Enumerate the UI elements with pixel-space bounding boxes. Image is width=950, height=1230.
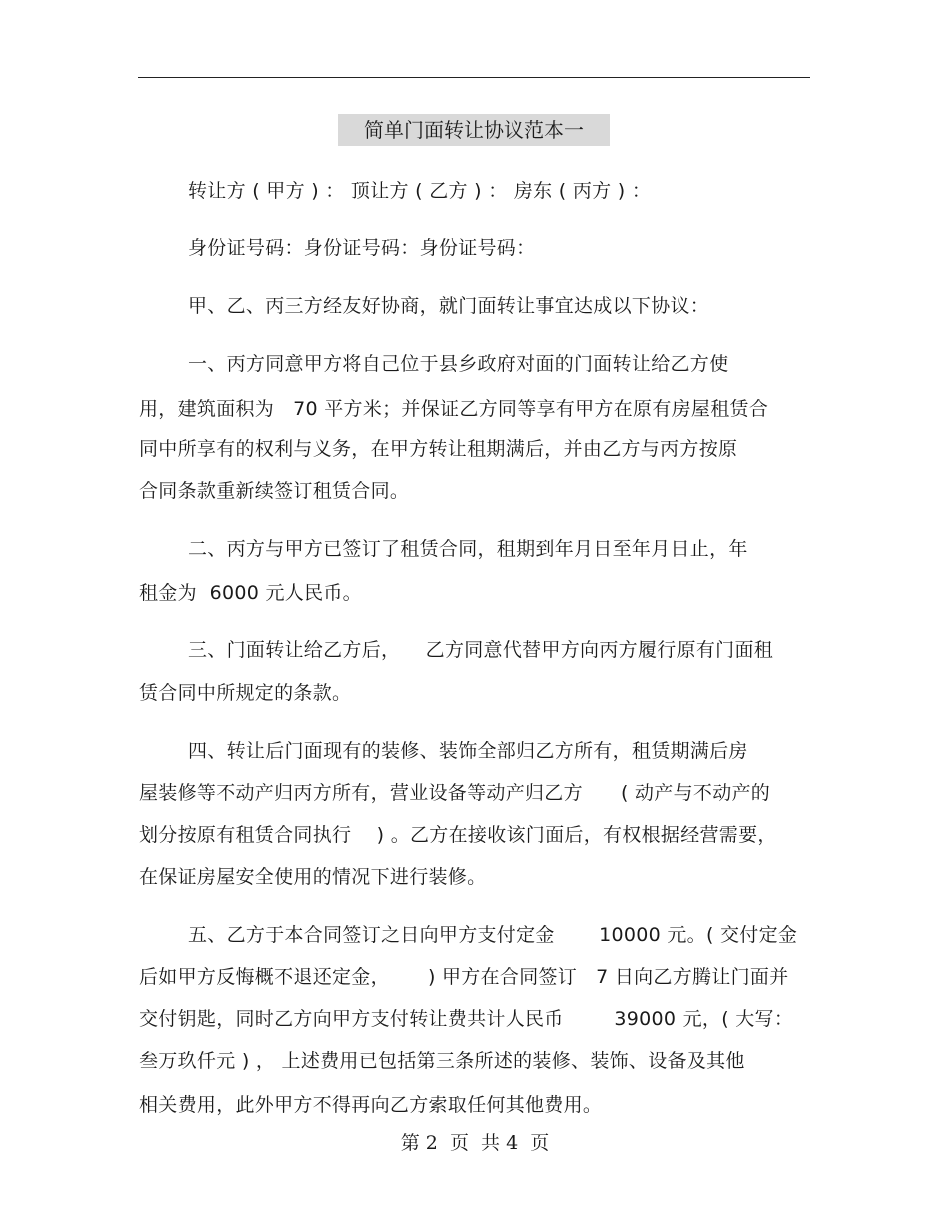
header-rule [138,77,810,78]
paragraph-line: 屋装修等不动产归丙方所有，营业设备等动产归乙方 ( 动产与不动产的 [139,782,771,804]
paragraph-line: 交付钥匙，同时乙方向甲方支付转让费共计人民币 39000 元，( 大写： [139,1008,794,1030]
paragraph-line: 叁万玖仟元 ) ， 上述费用已包括第三条所述的装修、装饰、设备及其他 [139,1050,745,1072]
paragraph-line: 身份证号码：身份证号码：身份证号码： [188,237,536,259]
paragraph-line: 转让方 ( 甲方 ) ： 顶让方 ( 乙方 ) ： 房东 ( 丙方 ) ： [188,180,652,202]
page-footer: 第 2 页 共 4 页 [400,1132,550,1154]
paragraph-line: 租金为 6000 元人民币。 [139,582,362,604]
paragraph-line: 二、丙方与甲方已签订了租赁合同，租期到年月日至年月日止，年 [188,538,748,560]
paragraph-line: 五、乙方于本合同签订之日向甲方支付定金 10000 元。( 交付定金 [188,924,798,946]
paragraph-line: 后如甲方反悔概不退还定金， ) 甲方在合同签订 7 日向乙方腾让门面并 [139,966,789,988]
paragraph-line: 合同条款重新续签订租赁合同。 [139,480,410,502]
paragraph-line: 划分按原有租赁合同执行 ) 。乙方在接收该门面后，有权根据经营需要， [139,824,777,846]
paragraph-line: 三、门面转让给乙方后， 乙方同意代替甲方向丙方履行原有门面租 [188,639,774,661]
paragraph-line: 四、转让后门面现有的装修、装饰全部归乙方所有，租赁期满后房 [188,740,748,762]
paragraph-line: 用，建筑面积为 70 平方米；并保证乙方同等享有甲方在原有房屋租赁合 [139,398,769,420]
paragraph-line: 在保证房屋安全使用的情况下进行装修。 [139,866,487,888]
paragraph-line: 相关费用，此外甲方不得再向乙方索取任何其他费用。 [139,1094,603,1116]
document-title: 简单门面转让协议范本一 [338,114,610,146]
paragraph-line: 同中所享有的权利与义务，在甲方转让租期满后，并由乙方与丙方按原 [139,438,738,460]
paragraph-line: 一、丙方同意甲方将自己位于县乡政府对面的门面转让给乙方使 [188,353,729,375]
paragraph-line: 赁合同中所规定的条款。 [139,682,352,704]
paragraph-line: 甲、乙、丙三方经友好协商，就门面转让事宜达成以下协议： [188,295,710,317]
